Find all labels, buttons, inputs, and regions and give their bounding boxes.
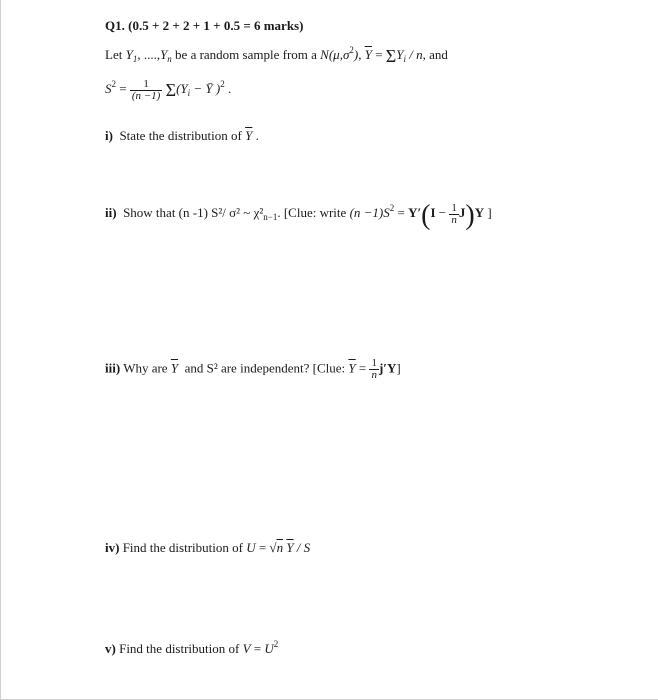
intro-line: Let $Y_1$, $....,Y_n$ be a random sample from a $N(\mu,\sigma^2)$, $\overline{Y} = \Sigma Y_i / n$, and [105,45,448,66]
part-v: v) Find the distribution of $V = U^2$ [105,639,279,656]
part-ii: ii) Show that (n -1) S²/ σ² ~ $\chi^2_{n-1}$. [Clue: write $(n -1)S^2 = Y'(I$ − $\frac{1}{n}$ J)Y ] [105,200,492,231]
part-i: i) State the distribution of $\overline{Y}$ . [105,128,259,143]
s2-definition: $S^2$ = $\frac{1}{(n -1)}$ $\Sigma(Y_i$ − Ȳ )$^2$ . [105,77,232,102]
part-iv: iv) Find the distribution of U = √n $\overline{Y}$ / S [105,540,311,555]
part-iii: iii) Why are $\overline{Y}$ and S² are independent? [Clue: $\overline{Y}$ = $\frac{1}{n}$ j′Y] [105,357,401,381]
question-title: Q1. (0.5 + 2 + 2 + 1 + 0.5 = 6 marks) [105,18,304,33]
